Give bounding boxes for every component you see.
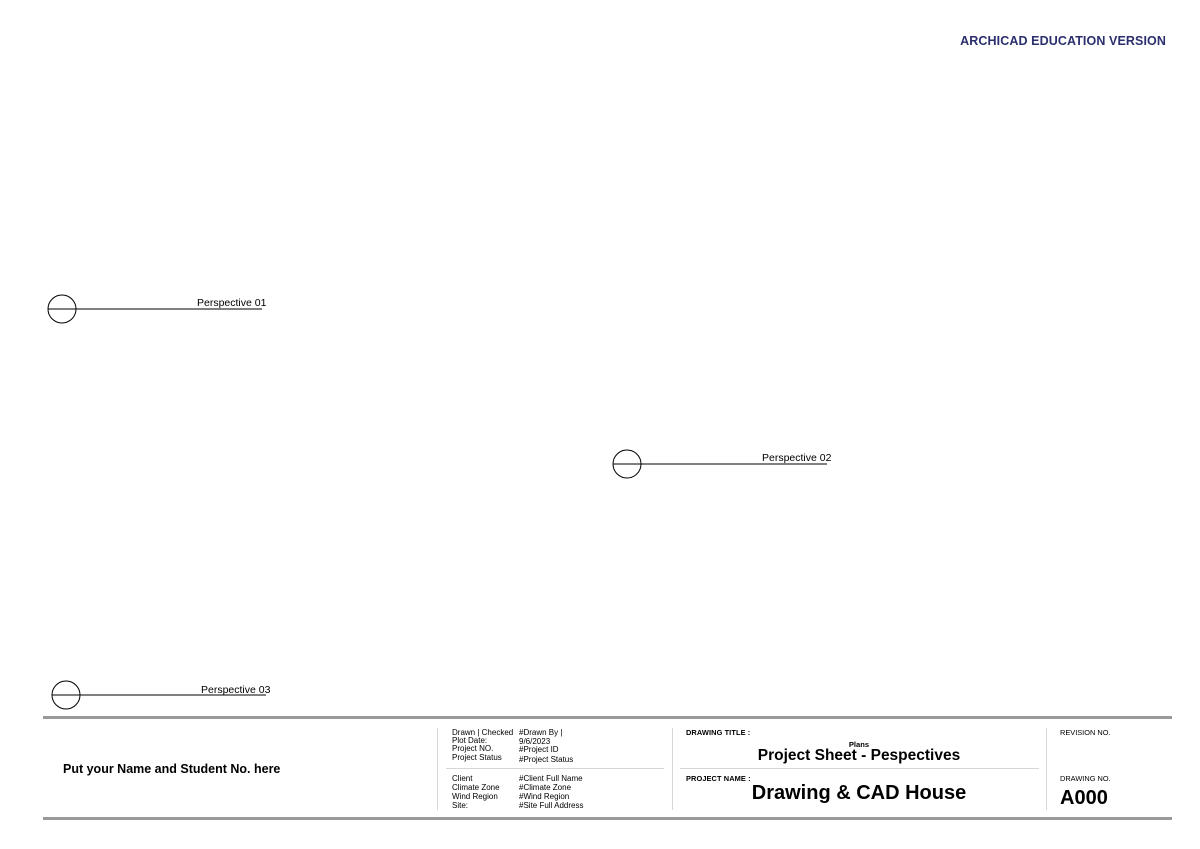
info-label: Climate Zone bbox=[452, 783, 500, 792]
info-label: Wind Region bbox=[452, 792, 498, 801]
drawing-no-caption: DRAWING NO. bbox=[1060, 774, 1111, 783]
info-label: Project Status bbox=[452, 753, 502, 762]
info-label: Client bbox=[452, 774, 473, 783]
perspective-label-03[interactable]: Perspective 03 bbox=[201, 684, 271, 696]
info-value: #Project Status bbox=[519, 755, 574, 764]
info-value: #Drawn By | bbox=[519, 728, 563, 737]
info-label: Plot Date: bbox=[452, 736, 488, 745]
info-label: Site: bbox=[452, 801, 469, 810]
info-label: Project NO. bbox=[452, 744, 494, 753]
title-block-bottom-rule bbox=[43, 817, 1172, 820]
drawing-number: A000 bbox=[1060, 787, 1108, 809]
info-value: #Project ID bbox=[519, 745, 559, 754]
divider bbox=[680, 768, 1039, 769]
drawing-title-caption: DRAWING TITLE : bbox=[686, 728, 751, 737]
drawing-title: Project Sheet - Pespectives bbox=[757, 747, 961, 764]
info-value: #Climate Zone bbox=[519, 783, 572, 792]
perspective-label-02[interactable]: Perspective 02 bbox=[762, 452, 832, 464]
info-value: #Wind Region bbox=[519, 792, 570, 801]
divider bbox=[437, 728, 438, 810]
perspective-label-01[interactable]: Perspective 01 bbox=[197, 297, 267, 309]
revision-no-caption: REVISION NO. bbox=[1060, 728, 1111, 737]
drawing-subtitle: Plans bbox=[848, 740, 870, 749]
student-name-note: Put your Name and Student No. here bbox=[63, 762, 281, 776]
info-value: #Site Full Address bbox=[519, 801, 584, 810]
project-name-caption: PROJECT NAME : bbox=[686, 774, 751, 783]
project-name: Drawing & CAD House bbox=[751, 782, 967, 804]
divider bbox=[672, 728, 673, 810]
info-value: #Client Full Name bbox=[519, 774, 583, 783]
education-watermark: ARCHICAD EDUCATION VERSION bbox=[960, 34, 1166, 48]
title-block-top-rule bbox=[43, 716, 1172, 719]
info-label: Drawn | Checked bbox=[452, 728, 514, 737]
info-value: 9/6/2023 bbox=[519, 737, 551, 746]
divider bbox=[446, 768, 664, 769]
divider bbox=[1046, 728, 1047, 810]
